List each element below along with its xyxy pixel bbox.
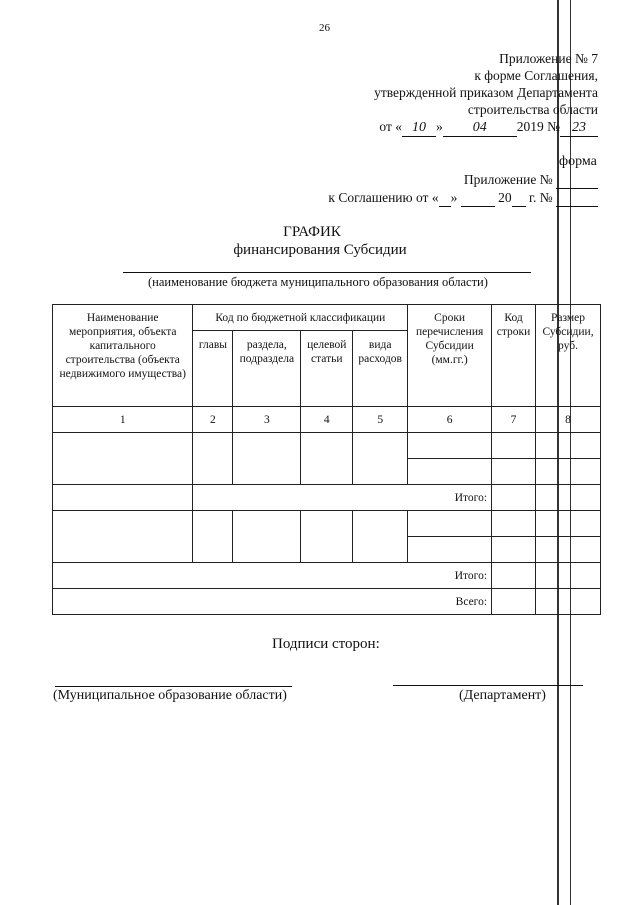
form-appendix-text: Приложение № (463, 172, 553, 187)
date-mid: » (435, 119, 443, 134)
table-cell[interactable] (536, 537, 601, 563)
table-cell[interactable] (193, 433, 233, 485)
document-number: 23 (560, 119, 598, 137)
table-cell[interactable] (536, 589, 601, 615)
table-cell[interactable] (536, 511, 601, 537)
agreement-month-blank (461, 189, 495, 207)
table-cell[interactable] (233, 511, 301, 563)
page-subtitle: финансирования Субсидии (233, 242, 407, 258)
col-number: 4 (301, 407, 353, 433)
table-cell[interactable] (492, 589, 536, 615)
table-cell[interactable] (492, 485, 536, 511)
form-appendix-blank (556, 171, 598, 189)
table-cell[interactable] (536, 563, 601, 589)
table-cell[interactable] (408, 537, 492, 563)
header-kod-stroki: Код строки (492, 305, 536, 407)
agreement-day-blank (439, 189, 451, 207)
budget-name-line (123, 272, 531, 273)
header-code-group: Код по бюджетной классификации (193, 305, 408, 331)
table-cell[interactable] (492, 563, 536, 589)
header-glavy: главы (193, 331, 233, 407)
date-year: 2019 (516, 119, 544, 134)
col-number: 5 (353, 407, 408, 433)
agreement-prefix: к Соглашению от « (328, 190, 439, 205)
appendix-line-4: строительства области (467, 102, 598, 117)
signature-line-left (55, 686, 292, 687)
column-numbers-row (53, 407, 601, 433)
budget-caption: (наименование бюджета муниципального образования области) (148, 275, 488, 289)
table-cell[interactable] (301, 511, 353, 563)
table-cell[interactable] (233, 433, 301, 485)
col-number: 8 (536, 407, 601, 433)
form-agreement-line (328, 189, 598, 207)
header-celevoy: целевой статьи (301, 331, 353, 407)
header-sroki: Сроки перечисления Субсидии (мм.гг.) (408, 305, 492, 407)
table-cell[interactable] (408, 433, 492, 459)
page-number: 26 (319, 22, 330, 34)
total-label: Всего: (53, 589, 492, 615)
col-number: 6 (408, 407, 492, 433)
financing-table (52, 304, 601, 615)
signatures-title: Подписи сторон: (272, 636, 380, 652)
date-day: 10 (402, 119, 436, 137)
header-razmer: Размер Субсидии, руб. (536, 305, 601, 407)
table-cell[interactable] (536, 459, 601, 485)
col-number: 3 (233, 407, 301, 433)
appendix-date-line (379, 118, 598, 137)
form-appendix-line (464, 171, 598, 189)
agreement-year: 20 (498, 190, 512, 205)
table-cell[interactable] (536, 485, 601, 511)
table-cell[interactable] (53, 485, 193, 511)
table-cell[interactable] (536, 433, 601, 459)
header-vida: вида расходов (353, 331, 408, 407)
table-cell[interactable] (353, 433, 408, 485)
table-cell[interactable] (353, 511, 408, 563)
page-title: ГРАФИК (283, 224, 341, 240)
col-number: 1 (53, 407, 193, 433)
table-cell[interactable] (408, 511, 492, 537)
signature-left-caption: (Муниципальное образование области) (53, 688, 287, 703)
form-label: форма (559, 154, 597, 169)
table-row (53, 511, 601, 537)
agreement-number-blank (556, 189, 598, 207)
total-row (53, 589, 601, 615)
col-number: 7 (492, 407, 536, 433)
number-prefix: № (547, 119, 560, 134)
table-cell[interactable] (492, 433, 536, 459)
table-cell[interactable] (408, 459, 492, 485)
header-razdela: раздела, подраздела (233, 331, 301, 407)
header-name: Наименование мероприятия, объекта капитального строительства (объекта недвижимого имущества) (53, 305, 193, 407)
appendix-line-2: к форме Соглашения, (474, 68, 598, 83)
agreement-year-blank (512, 189, 526, 207)
signature-line-right (393, 685, 583, 686)
agreement-mid: » (450, 190, 461, 205)
agreement-g-num: г. № (528, 190, 553, 205)
signature-right-caption: (Департамент) (459, 688, 546, 703)
date-prefix: от « (379, 119, 402, 134)
table-cell[interactable] (492, 459, 536, 485)
subtotal-label: Итого: (53, 563, 492, 589)
table-cell[interactable] (492, 511, 536, 537)
table-cell[interactable] (53, 433, 193, 485)
table-cell[interactable] (193, 511, 233, 563)
table-cell[interactable] (301, 433, 353, 485)
appendix-line-1: Приложение № 7 (499, 51, 598, 66)
table-row (53, 433, 601, 459)
subtotal-row (53, 485, 601, 511)
subtotal-row (53, 563, 601, 589)
appendix-line-3: утвержденной приказом Департамента (374, 85, 598, 100)
date-month: 04 (443, 119, 517, 137)
col-number: 2 (193, 407, 233, 433)
subtotal-label: Итого: (193, 485, 492, 511)
table-cell[interactable] (492, 537, 536, 563)
table-cell[interactable] (53, 511, 193, 563)
